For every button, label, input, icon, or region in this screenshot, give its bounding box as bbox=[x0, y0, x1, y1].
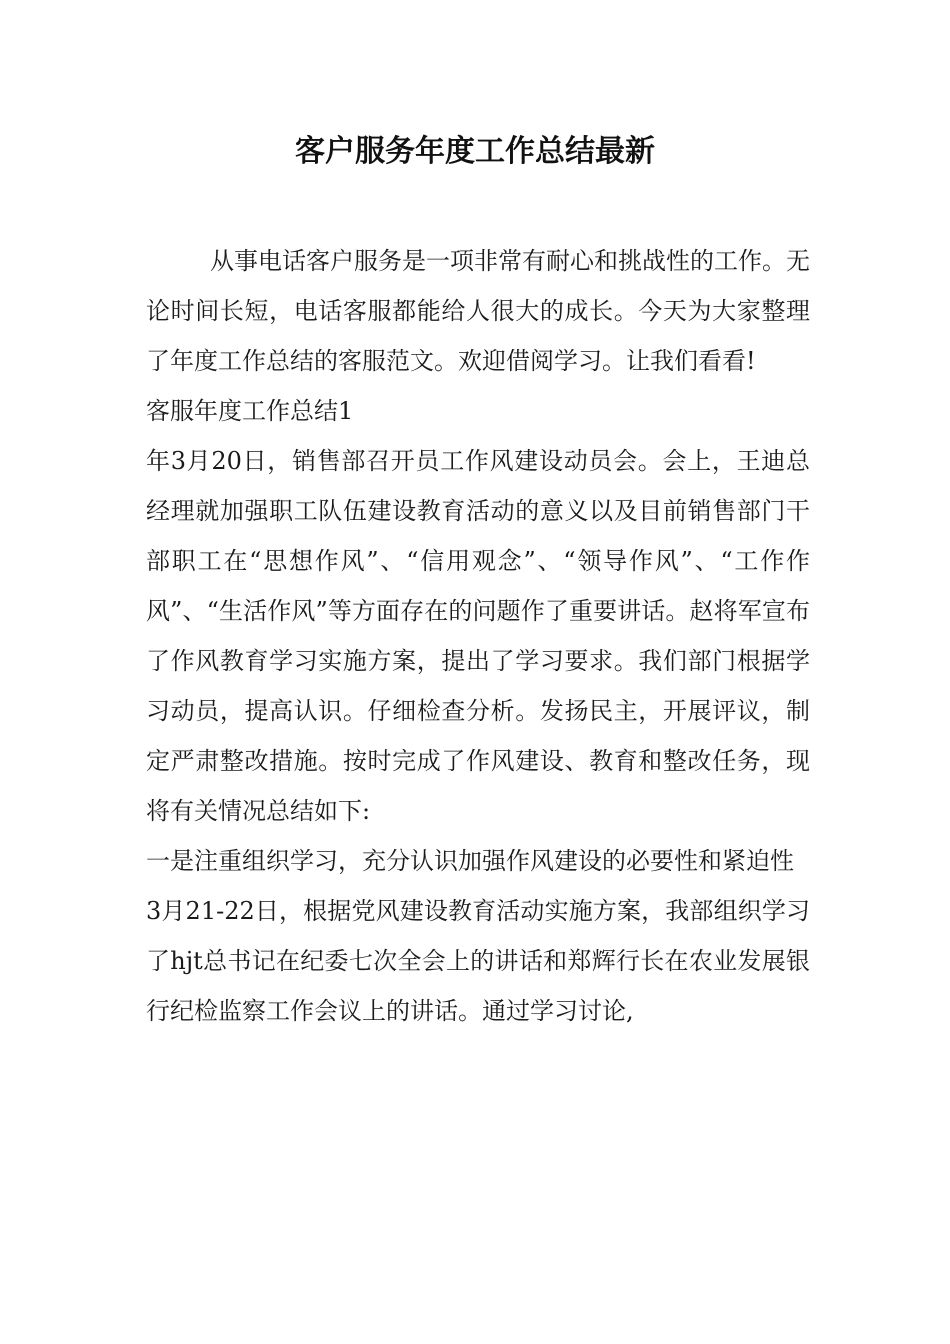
document-body bbox=[146, 236, 810, 1036]
document-title: 客户服务年度工作总结最新 bbox=[295, 134, 655, 169]
subsection-heading: 一是注重组织学习，充分认识加强作风建设的必要性和紧迫性 bbox=[146, 847, 794, 875]
body-paragraph: 年3月20日，销售部召开员工作风建设动员会。会上，王迪总经理就加强职工队伍建设教育活动的意义以及目前销售部门干部职工在“思想作风”、“信用观念”、“领导作风”、“工作作风”、“生活作风”等方面存在的问题作了重要讲话。赵将军宣布了作风教育学习实施方案，提出了学习要求。我们部门根据学习动员，提高认识。仔细检查分析。发扬民主，开展评议，制定严肃整改措施。按时完成了作风建设、教育和整改任务，现将有关情况总结如下: bbox=[146, 447, 810, 825]
intro-paragraph: 从事电话客户服务是一项非常有耐心和挑战性的工作。无论时间长短，电话客服都能给人很大的成长。今天为大家整理了年度工作总结的客服范文。欢迎借阅学习。让我们看看! bbox=[146, 247, 810, 375]
section-heading: 客服年度工作总结1 bbox=[146, 397, 354, 425]
body-paragraph: 3月21-22日，根据党风建设教育活动实施方案，我部组织学习了hjt总书记在纪委七次全会上的讲话和郑辉行长在农业发展银行纪检监察工作会议上的讲话。通过学习讨论, bbox=[146, 897, 810, 1025]
